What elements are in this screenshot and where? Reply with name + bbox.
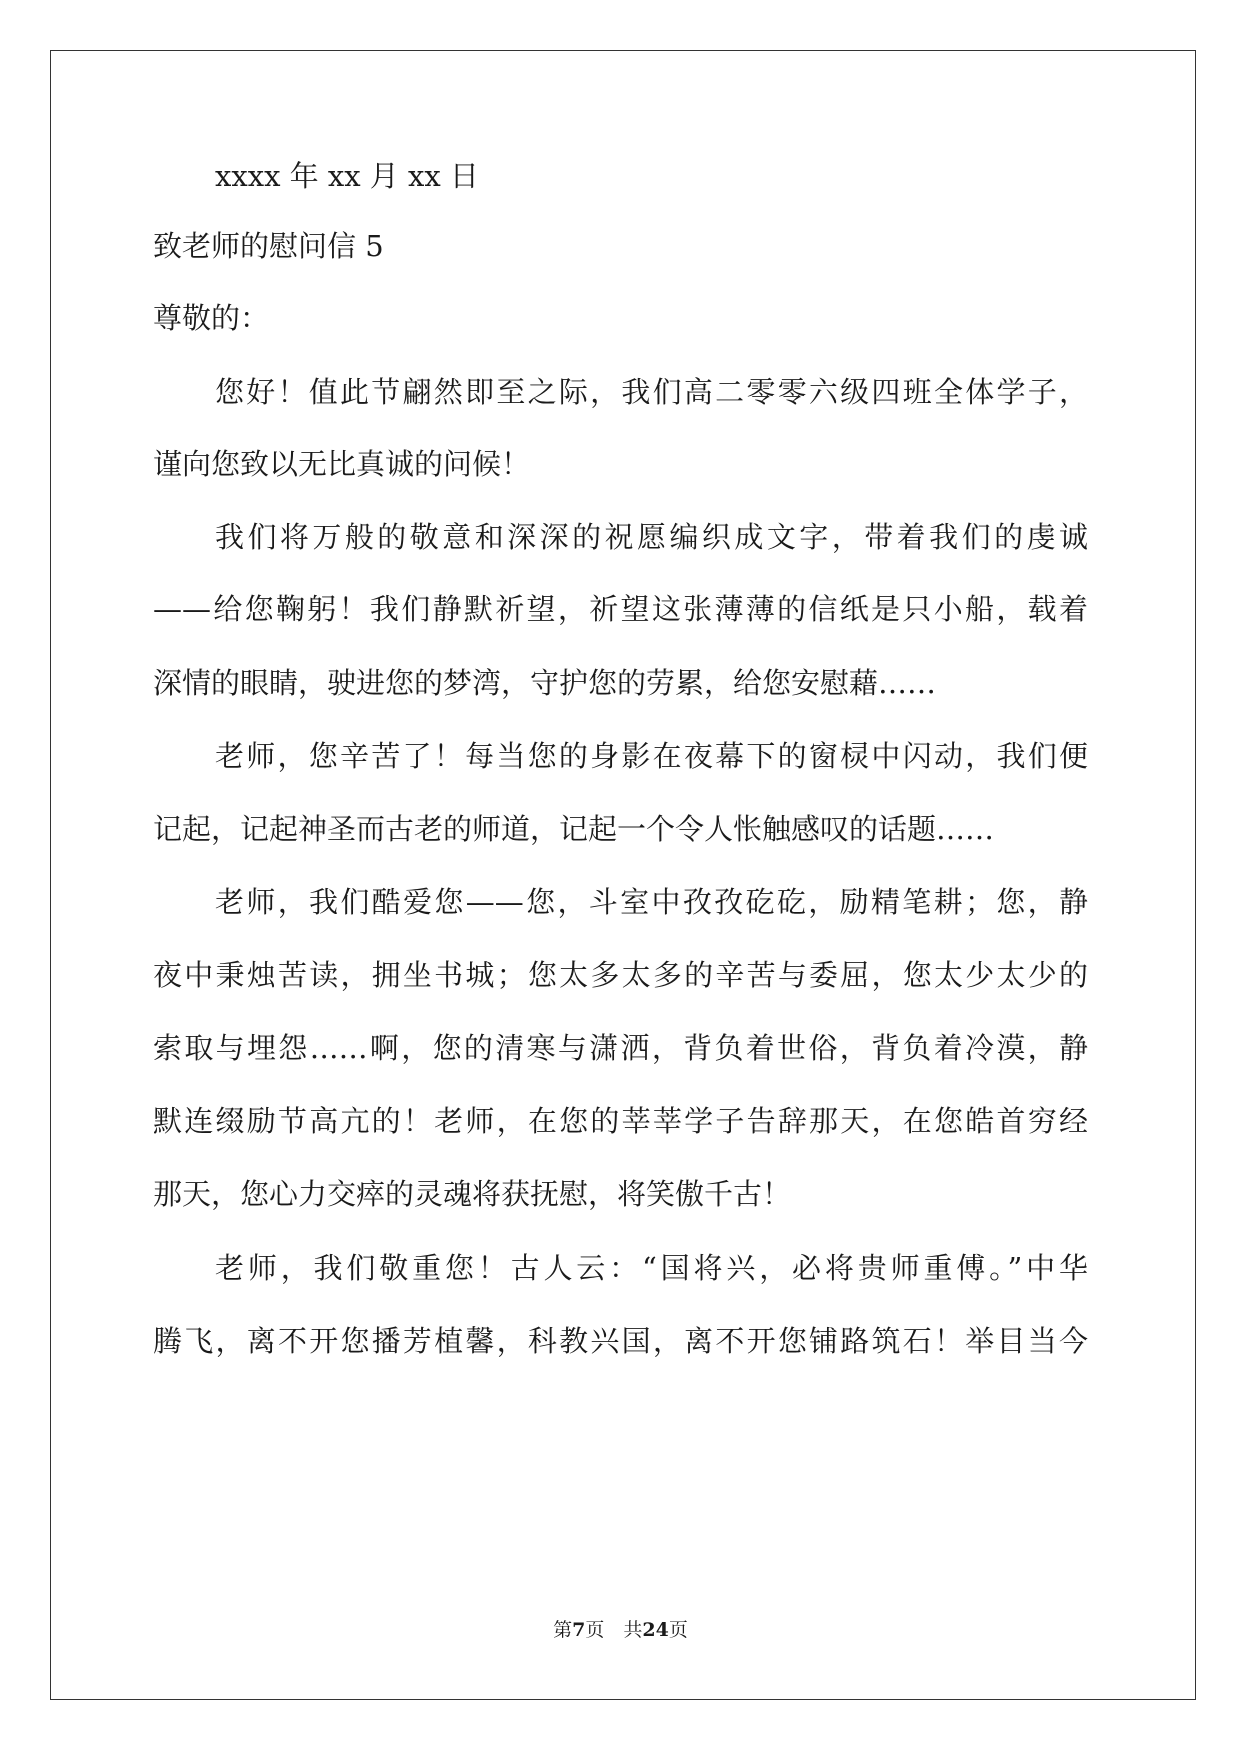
paragraph-3-line-1: 老师，您辛苦了！每当您的身影在夜幕下的窗棂中闪动，我们便 xyxy=(215,739,1088,773)
paragraph-4-line-2: 夜中秉烛苦读，拥坐书城；您太多太多的辛苦与委屈，您太少太少的 xyxy=(153,958,1088,992)
letter-title: 致老师的慰问信 5 xyxy=(153,229,384,263)
footer-middle: 页 共 xyxy=(585,1619,643,1641)
current-page-number: 7 xyxy=(572,1619,586,1641)
paragraph-5-line-1: 老师，我们敬重您！古人云：“国将兴，必将贵师重傅。”中华 xyxy=(215,1251,1088,1285)
footer-prefix: 第 xyxy=(553,1619,573,1641)
paragraph-4-line-5: 那天，您心力交瘁的灵魂将获抚慰，将笑傲千古！ xyxy=(153,1177,792,1211)
paragraph-1-line-1: 您好！值此节翩然即至之际，我们高二零零六级四班全体学子， xyxy=(215,375,1088,409)
paragraph-2-line-2: ——给您鞠躬！我们静默祈望，祈望这张薄薄的信纸是只小船，载着 xyxy=(153,592,1088,626)
paragraph-1-line-2: 谨向您致以无比真诚的问候！ xyxy=(153,447,531,481)
date-line: xxxx 年 xx 月 xx 日 xyxy=(215,159,479,193)
paragraph-4-line-1: 老师，我们酷爱您——您，斗室中孜孜矻矻，励精笔耕；您，静 xyxy=(215,885,1088,919)
paragraph-4-line-4: 默连缀励节高亢的！老师，在您的莘莘学子告辞那天，在您皓首穷经 xyxy=(153,1104,1088,1138)
total-page-count: 24 xyxy=(642,1619,669,1641)
paragraph-4-line-3: 索取与埋怨……啊，您的清寒与潇洒，背负着世俗，背负着冷漠，静 xyxy=(153,1031,1088,1065)
salutation: 尊敬的： xyxy=(153,301,270,335)
paragraph-5-line-2: 腾飞，离不开您播芳植馨，科教兴国，离不开您铺路筑石！举目当今 xyxy=(153,1324,1088,1358)
page-footer xyxy=(0,1618,1241,1642)
paragraph-2-line-3: 深情的眼睛，驶进您的梦湾，守护您的劳累，给您安慰藉…… xyxy=(153,666,937,700)
footer-suffix: 页 xyxy=(668,1619,688,1641)
paragraph-2-line-1: 我们将万般的敬意和深深的祝愿编织成文字，带着我们的虔诚 xyxy=(215,520,1088,554)
paragraph-3-line-2: 记起，记起神圣而古老的师道，记起一个令人怅触感叹的话题…… xyxy=(153,812,995,846)
